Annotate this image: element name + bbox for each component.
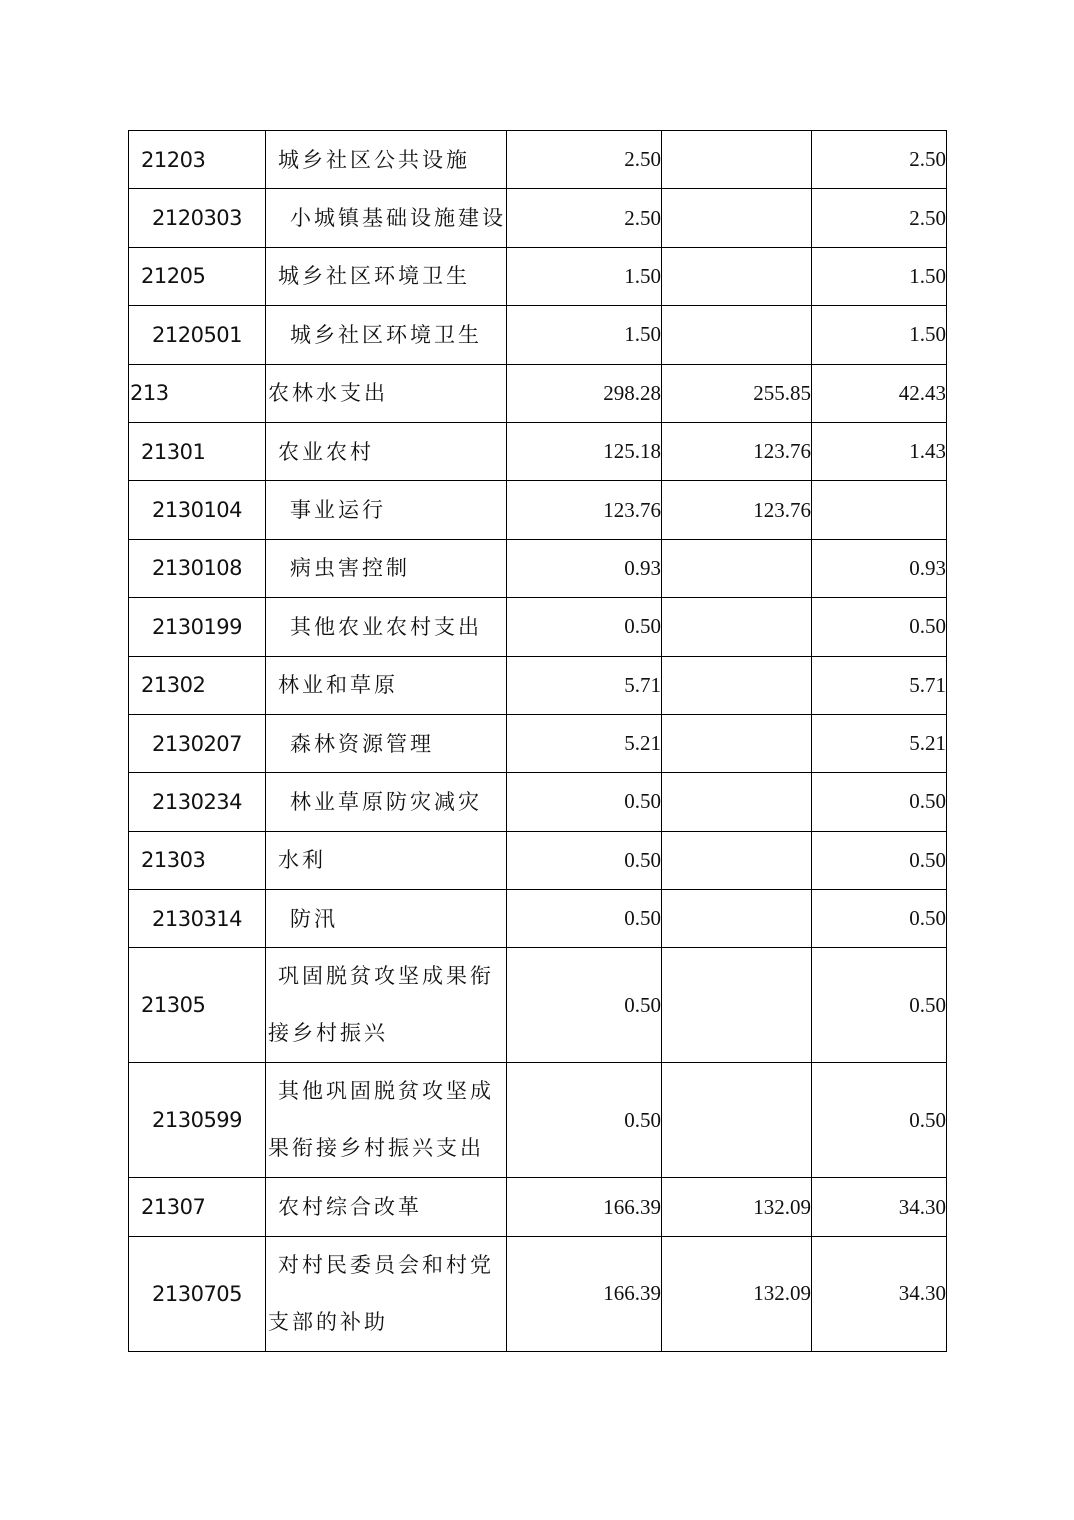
subject-code: 2130199 (129, 598, 266, 656)
table-row (129, 364, 947, 422)
table-row (129, 831, 947, 889)
total-amount: 1.50 (507, 306, 662, 364)
basic-amount: 255.85 (662, 364, 812, 422)
subject-name: 城乡社区环境卫生 (266, 306, 507, 364)
total-amount: 298.28 (507, 364, 662, 422)
subject-name: 水利 (266, 831, 507, 889)
project-amount (812, 481, 947, 539)
subject-name: 事业运行 (266, 481, 507, 539)
subject-code: 2130599 (129, 1063, 266, 1178)
subject-name: 农业农村 (266, 422, 507, 480)
total-amount: 2.50 (507, 131, 662, 189)
basic-amount (662, 831, 812, 889)
subject-name: 林业和草原 (266, 656, 507, 714)
table-row (129, 247, 947, 305)
subject-name: 农村综合改革 (266, 1178, 507, 1236)
subject-name: 巩固脱贫攻坚成果衔接乡村振兴 (266, 948, 507, 1063)
subject-code: 2130705 (129, 1236, 266, 1351)
table-row (129, 306, 947, 364)
subject-name: 城乡社区环境卫生 (266, 247, 507, 305)
subject-code: 21305 (129, 948, 266, 1063)
basic-amount (662, 773, 812, 831)
basic-amount (662, 714, 812, 772)
subject-name: 防汛 (266, 890, 507, 948)
table-row (129, 1063, 947, 1178)
subject-code: 2130104 (129, 481, 266, 539)
project-amount: 1.50 (812, 247, 947, 305)
total-amount: 0.50 (507, 773, 662, 831)
table-row (129, 890, 947, 948)
table-row (129, 598, 947, 656)
project-amount: 2.50 (812, 189, 947, 247)
basic-amount (662, 306, 812, 364)
basic-amount: 123.76 (662, 481, 812, 539)
project-amount: 1.50 (812, 306, 947, 364)
subject-name: 森林资源管理 (266, 714, 507, 772)
total-amount: 1.50 (507, 247, 662, 305)
basic-amount (662, 598, 812, 656)
table-row (129, 773, 947, 831)
basic-amount (662, 189, 812, 247)
project-amount: 34.30 (812, 1236, 947, 1351)
basic-amount (662, 131, 812, 189)
table-row (129, 1236, 947, 1351)
table-row (129, 656, 947, 714)
project-amount: 5.71 (812, 656, 947, 714)
total-amount: 0.93 (507, 539, 662, 597)
total-amount: 5.21 (507, 714, 662, 772)
table-row (129, 481, 947, 539)
total-amount: 166.39 (507, 1178, 662, 1236)
subject-code: 21205 (129, 247, 266, 305)
basic-amount: 123.76 (662, 422, 812, 480)
total-amount: 123.76 (507, 481, 662, 539)
project-amount: 1.43 (812, 422, 947, 480)
subject-name: 小城镇基础设施建设 (266, 189, 507, 247)
basic-amount: 132.09 (662, 1178, 812, 1236)
subject-name: 其他农业农村支出 (266, 598, 507, 656)
table-row (129, 948, 947, 1063)
total-amount: 0.50 (507, 598, 662, 656)
project-amount: 0.50 (812, 948, 947, 1063)
subject-code: 2130314 (129, 890, 266, 948)
subject-code: 2130207 (129, 714, 266, 772)
basic-amount (662, 539, 812, 597)
subject-name: 农林水支出 (266, 364, 507, 422)
subject-code: 21301 (129, 422, 266, 480)
subject-name: 病虫害控制 (266, 539, 507, 597)
total-amount: 125.18 (507, 422, 662, 480)
project-amount: 34.30 (812, 1178, 947, 1236)
total-amount: 0.50 (507, 1063, 662, 1178)
project-amount: 42.43 (812, 364, 947, 422)
subject-name: 其他巩固脱贫攻坚成果衔接乡村振兴支出 (266, 1063, 507, 1178)
subject-name: 城乡社区公共设施 (266, 131, 507, 189)
project-amount: 0.50 (812, 773, 947, 831)
total-amount: 166.39 (507, 1236, 662, 1351)
basic-amount (662, 948, 812, 1063)
subject-code: 213 (129, 364, 266, 422)
table-row (129, 1178, 947, 1236)
table-row (129, 422, 947, 480)
table-row (129, 131, 947, 189)
basic-amount (662, 1063, 812, 1178)
project-amount: 0.50 (812, 598, 947, 656)
project-amount: 0.50 (812, 1063, 947, 1178)
project-amount: 0.93 (812, 539, 947, 597)
table-row (129, 189, 947, 247)
subject-code: 21307 (129, 1178, 266, 1236)
project-amount: 0.50 (812, 831, 947, 889)
project-amount: 2.50 (812, 131, 947, 189)
subject-code: 21303 (129, 831, 266, 889)
subject-code: 2120303 (129, 189, 266, 247)
subject-name: 对村民委员会和村党支部的补助 (266, 1236, 507, 1351)
total-amount: 2.50 (507, 189, 662, 247)
total-amount: 0.50 (507, 948, 662, 1063)
basic-amount (662, 247, 812, 305)
basic-amount (662, 656, 812, 714)
basic-amount (662, 890, 812, 948)
total-amount: 5.71 (507, 656, 662, 714)
project-amount: 5.21 (812, 714, 947, 772)
subject-code: 2130234 (129, 773, 266, 831)
table-row (129, 714, 947, 772)
subject-code: 21302 (129, 656, 266, 714)
basic-amount: 132.09 (662, 1236, 812, 1351)
subject-code: 21203 (129, 131, 266, 189)
subject-code: 2130108 (129, 539, 266, 597)
total-amount: 0.50 (507, 890, 662, 948)
total-amount: 0.50 (507, 831, 662, 889)
table-row (129, 539, 947, 597)
project-amount: 0.50 (812, 890, 947, 948)
subject-name: 林业草原防灾减灾 (266, 773, 507, 831)
budget-table (128, 130, 947, 1352)
subject-code: 2120501 (129, 306, 266, 364)
